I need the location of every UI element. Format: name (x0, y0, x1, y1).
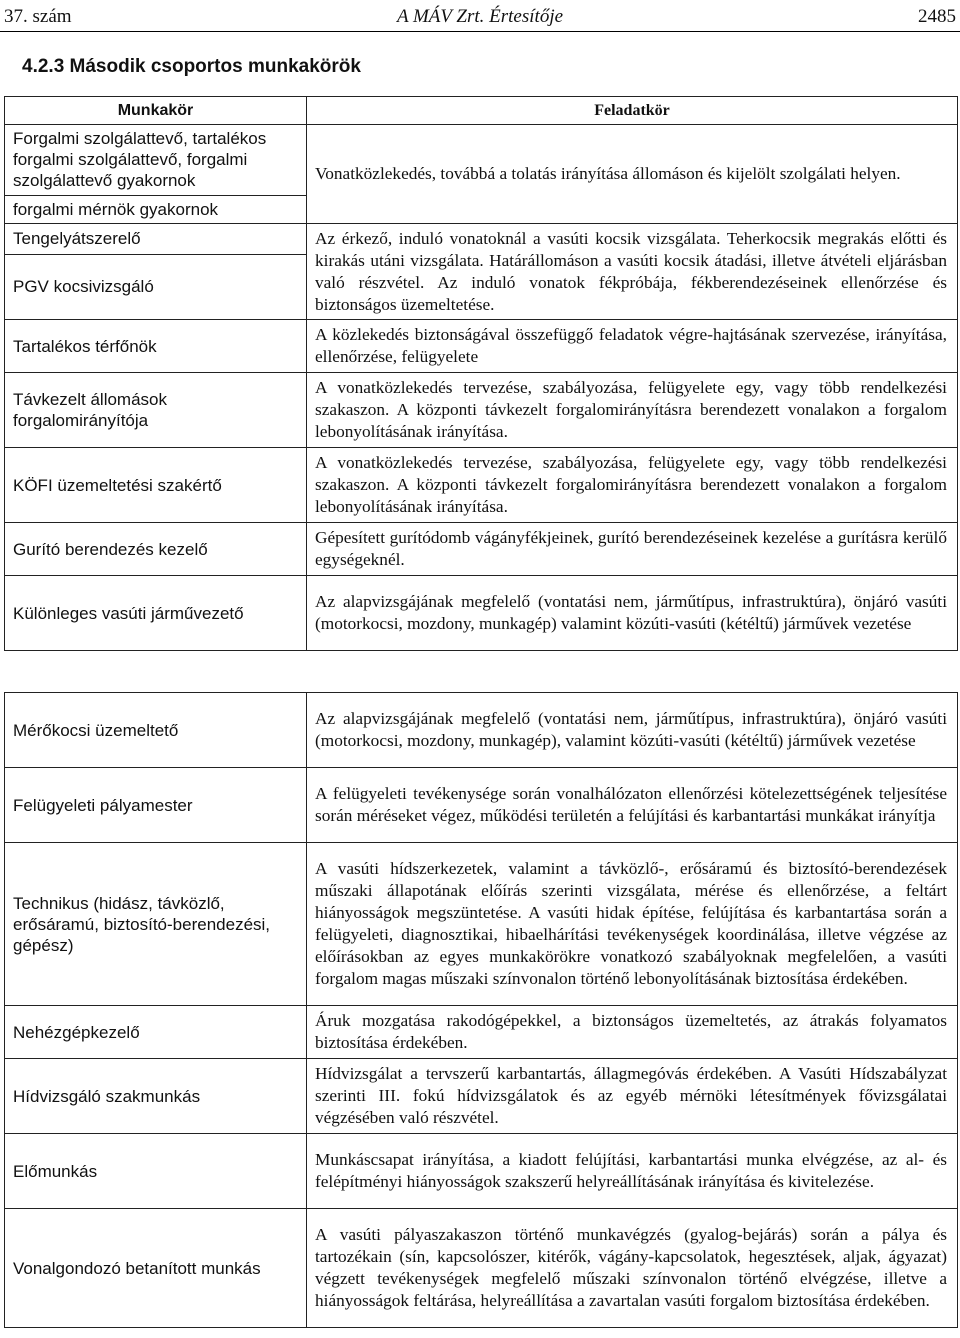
task-cell: Hídvizsgálat a tervszerű karbantartás, állagmegóvás érdekében. A Vasúti Hídszabályzat szerinti III. fokú hídvizsgálatok és az egyéb mérnöki létesítmények fővizsgálatai végzésében való részvétel. (307, 1059, 958, 1134)
task-cell: A felügyeleti tevékenysége során vonalhálózaton ellenőrzési kötelezettségének teljesítése során méréseket végez, működési területén a felújítási és karbantartási munkákat irányítja (307, 768, 958, 843)
table-row (5, 576, 958, 651)
header-rule (0, 31, 960, 32)
job-name: Tengelyátszerelő (5, 224, 306, 255)
job-cell: Technikus (hidász, távközlő, erősáramú, biztosító-berendezési, gépész) (5, 843, 307, 1006)
task-cell: Az érkező, induló vonatoknál a vasúti kocsik vizsgálata. Teherkocsik megrakás előtti és kirakás utáni vizsgálata. Határállomáson a vasúti kocsik átadási, illetve átvételi eljárásban való részvétel. Az induló vonatok fékpróbája, fékberendezéseinek ellenőrzése és biztonságos üzemeltetése. (307, 224, 958, 320)
table-row (5, 320, 958, 373)
job-name: forgalmi mérnök gyakornok (13, 200, 219, 219)
job-table-continued (4, 692, 958, 1328)
job-cell: Felügyeleti pályamester (5, 768, 307, 843)
task-cell: Az alapvizsgájának megfelelő (vontatási nem, járműtípus, infrastruktúra), önjáró vasúti (motorkocsi, mozdony, munkagép), valamint közúti-vasúti (kétéltű) járművek vezetése (307, 693, 958, 768)
job-cell: Mérőkocsi üzemeltető (5, 693, 307, 768)
issue-number: 37. szám (4, 6, 72, 27)
table-row (5, 373, 958, 448)
table-row (5, 523, 958, 576)
section-title: 4.2.3 Második csoportos munkakörök (22, 56, 361, 77)
page-number: 2485 (918, 6, 956, 27)
table-row (5, 1059, 958, 1134)
job-cell: Nehézgépkezelő (5, 1006, 307, 1059)
table-row (5, 224, 958, 320)
job-cell: Tartalékos térfőnök (5, 320, 307, 373)
job-cell (5, 125, 307, 224)
task-cell: A vasúti hídszerkezetek, valamint a távközlő-, erősáramú és biztosító-berendezések műszaki állapotának előírás szerinti vizsgálata, mérése és ellenőrzése, a feltárt hiányosságok megszüntetése. A vasúti hidak építése, felújítása és karbantartása során a felügyeleti, diagnosztikai, hibaelhárítási tevékenységek koordinálása, illetve végzése az előírásokban az egyes munkakörökre vonatkozó szabályoknak megfelelően, a vasúti forgalom magas műszaki színvonalon történő lebonyolításának biztosítása érdekében. (307, 843, 958, 1006)
task-cell: Gépesített gurítódomb vágányfékjeinek, gurító berendezéseinek kezelése a gurításra kerülő egységeknél. (307, 523, 958, 576)
table-row (5, 448, 958, 523)
page-header (0, 0, 960, 34)
task-cell: A közlekedés biztonságával összefüggő feladatok végre-hajtásának szervezése, irányítása, ellenőrzése, felügyelete (307, 320, 958, 373)
task-cell: A vasúti pályaszakaszon történő munkavégzés (gyalog-bejárás) során a pálya és tartozékain (sín, kapcsolószer, kitérők, vágány-kapcsolatok, hegesztések, aljak, ágyazat) végzett tevékenységek megfelelő műszaki színvonalon történő elvégzése, illetve a hiányosságok feltárása, helyreállítása a zavartalan vasúti forgalom biztosítása érdekében. (307, 1209, 958, 1328)
table-row (5, 1006, 958, 1059)
table-row (5, 843, 958, 1006)
task-cell: Áruk mozgatása rakodógépekkel, a biztonságos üzemeltetés, az átrakás folyamatos biztosítása érdekében. (307, 1006, 958, 1059)
job-cell: Különleges vasúti járművezető (5, 576, 307, 651)
job-table (4, 96, 958, 651)
job-cell: Távkezelt állomások forgalomirányítója (5, 373, 307, 448)
publication-title: A MÁV Zrt. Értesítője (396, 6, 564, 27)
table-row (5, 1209, 958, 1328)
job-cell: Hídvizsgáló szakmunkás (5, 1059, 307, 1134)
task-cell: A vonatközlekedés tervezése, szabályozása, felügyelete egy, vagy több rendelkezési szakaszon. A központi távkezelt forgalomirányításra berendezett vonalakon a forgalom lebonyolításának irányítása. (307, 448, 958, 523)
job-name: PGV kocsivizsgáló (13, 277, 154, 296)
col-header-task: Feladatkör (307, 97, 958, 125)
job-cell: KÖFI üzemeltetési szakértő (5, 448, 307, 523)
table-row (5, 1134, 958, 1209)
job-name: Forgalmi szolgálattevő, tartalékos forgalmi szolgálattevő, forgalmi szolgálattevő gyakornok (5, 125, 306, 196)
table-row (5, 768, 958, 843)
task-cell: Vonatközlekedés, továbbá a tolatás irányítása állomáson és kijelölt szolgálati helyen. (307, 125, 958, 224)
col-header-job: Munkakör (5, 97, 307, 125)
job-cell: Előmunkás (5, 1134, 307, 1209)
table-row (5, 125, 958, 224)
job-cell: Vonalgondozó betanított munkás (5, 1209, 307, 1328)
task-cell: Munkáscsapat irányítása, a kiadott felújítási, karbantartási munka elvégzése, az al- és felépítményi hiányosságok szakszerű helyreállításának irányítása és kivitelezése. (307, 1134, 958, 1209)
job-cell (5, 224, 307, 320)
task-cell: Az alapvizsgájának megfelelő (vontatási nem, járműtípus, infrastruktúra), önjáró vasúti (motorkocsi, mozdony, munkagép) valamint közúti-vasúti (kétéltű) járművek vezetése (307, 576, 958, 651)
task-cell: A vonatközlekedés tervezése, szabályozása, felügyelete egy, vagy több rendelkezési szakaszon. A központi távkezelt forgalomirányításra berendezett vonalakon a forgalom lebonyolításának irányítása. (307, 373, 958, 448)
table-row (5, 693, 958, 768)
table-header-row (5, 97, 958, 125)
job-cell: Gurító berendezés kezelő (5, 523, 307, 576)
